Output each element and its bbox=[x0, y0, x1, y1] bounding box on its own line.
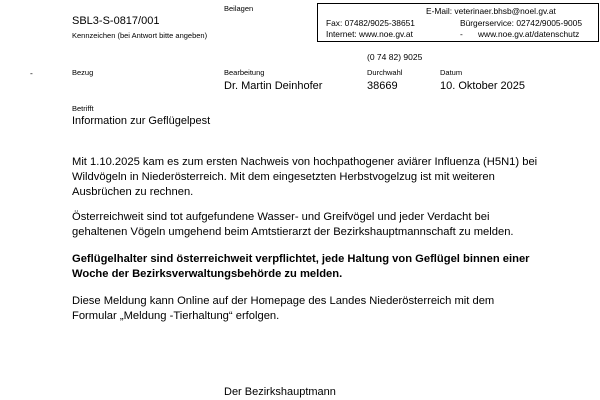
contact-datenschutz: www.noe.gv.at/datenschutz bbox=[478, 29, 580, 39]
reference-hint: Kennzeichen (bei Antwort bitte angeben) bbox=[72, 31, 208, 40]
paragraph-obligation: Geflügelhalter sind österreichweit verpflichtet, jede Haltung von Geflügel binnen einer Woche der Bezirksverwaltungsbehörde zu melden. bbox=[72, 253, 530, 280]
dash-marker: - bbox=[30, 68, 33, 78]
bearbeitung-value: Dr. Martin Deinhofer bbox=[224, 80, 323, 92]
contact-email: E-Mail: veterinaer.bhsb@noel.gv.at bbox=[426, 6, 556, 16]
durchwahl-label: Durchwahl bbox=[367, 68, 403, 77]
beilagen-label: Beilagen bbox=[224, 4, 254, 13]
contact-separator: - bbox=[460, 29, 463, 39]
datum-label: Datum bbox=[440, 68, 463, 77]
bezug-label: Bezug bbox=[72, 68, 94, 77]
paragraph-reporting: Österreichweit sind tot aufgefundene Wasser- und Greifvögel und jeder Verdacht bei gehaltenen Vögeln umgehend beim Amtstierarzt der Bezirkshauptmannschaft zu melden. bbox=[72, 211, 514, 238]
contact-buergerservice: Bürgerservice: 02742/9005-9005 bbox=[460, 18, 582, 28]
phone-prefix: (0 74 82) 9025 bbox=[367, 52, 423, 62]
paragraph-outbreak: Mit 1.10.2025 kam es zum ersten Nachweis von hochpathogener aviärer Influenza (H5N1) bei Wildvögeln in Niederösterreich. Mit dem eingesetzten Herbstvogelzug ist mit weiteren Ausbrüchen zu rechnen. bbox=[72, 156, 538, 198]
subject-label: Betrifft bbox=[72, 104, 94, 113]
paragraph-online-form: Diese Meldung kann Online auf der Homepage des Landes Niederösterreich mit dem Formular „Meldung -Tierhaltung“ erfolgen. bbox=[72, 295, 495, 322]
contact-box bbox=[317, 3, 599, 42]
bearbeitung-label: Bearbeitung bbox=[224, 68, 265, 77]
signature: Der Bezirkshauptmann bbox=[224, 386, 336, 398]
contact-fax: Fax: 07482/9025-38651 bbox=[326, 18, 415, 28]
contact-internet: Internet: www.noe.gv.at bbox=[326, 29, 413, 39]
durchwahl-value: 38669 bbox=[367, 80, 398, 92]
reference-number: SBL3-S-0817/001 bbox=[72, 15, 160, 27]
subject-value: Information zur Geflügelpest bbox=[72, 115, 211, 127]
datum-value: 10. Oktober 2025 bbox=[440, 80, 526, 92]
